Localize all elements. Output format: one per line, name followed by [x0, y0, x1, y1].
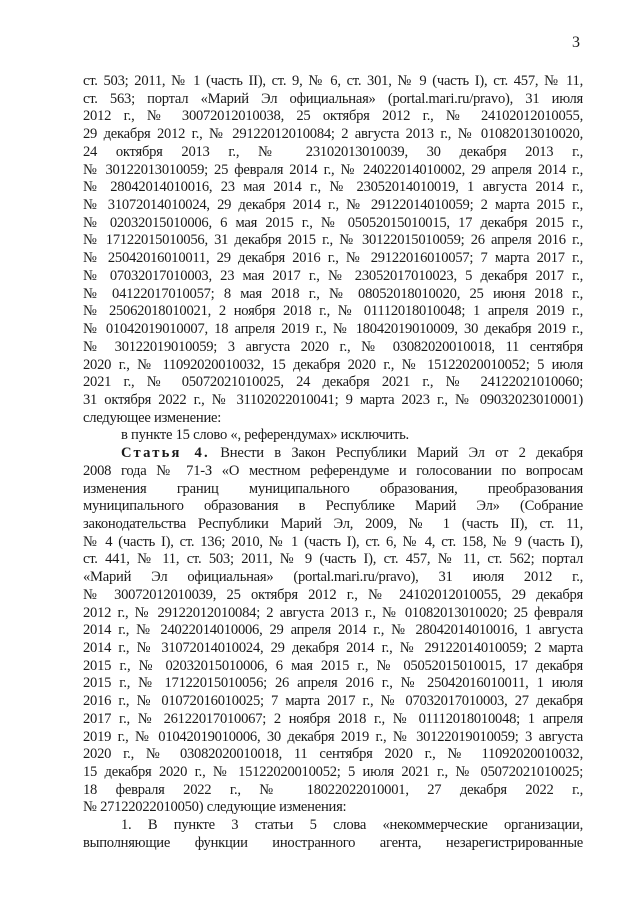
text-line: изменения границ муниципального образования, преобразования	[83, 480, 583, 497]
text-line: 18 февраля 2022 г., № 18022022010001, 27 декабря 2022 г.,	[83, 781, 583, 798]
text-line: 2017 г., № 26122017010067; 2 ноября 2018 г., № 01112018010048; 1 апреля	[83, 710, 583, 727]
previous-article-continuation	[83, 73, 583, 427]
text-line: «Марий Эл официальная» (portal.mari.ru/pravo), 31 июля 2012 г.,	[83, 569, 583, 586]
text-line: № 27122022010050) следующие изменения:	[83, 799, 347, 816]
text-line: 2008 года № 71-З «О местном референдуме и голосовании по вопросам	[83, 462, 583, 479]
text-line: 24 октября 2013 г., № 23102013010039, 30 декабря 2013 г.,	[83, 143, 583, 160]
text-line: 31 октября 2022 г., № 31102022010041; 9 марта 2023 г., № 09032023010001)	[83, 391, 583, 408]
text-line: 2012 г., № 30072012010038, 25 октября 2012 г., № 24102012010055,	[83, 108, 583, 125]
text-line: 29 декабря 2012 г., № 29122012010084; 2 августа 2013 г., № 01082013010020,	[83, 126, 583, 143]
text-line: № 17122015010056, 31 декабря 2015 г., № 30122015010059; 26 апреля 2016 г.,	[83, 232, 583, 249]
text-line: выполняющие функции иностранного агента, незарегистрированные	[83, 834, 583, 851]
text-line: 2014 г., № 31072014010024, 29 декабря 2014 г., № 29122014010059; 2 марта	[83, 640, 583, 656]
text-line: № 28042014010016, 23 мая 2014 г., № 23052014010019, 1 августа 2014 г.,	[83, 179, 583, 196]
text-line: № 07032017010003, 23 мая 2017 г., № 23052017010023, 5 декабря 2017 г.,	[83, 267, 583, 284]
text-line: № 30122019010059; 3 августа 2020 г., № 03082020010018, 11 сентября	[83, 338, 583, 355]
article-4	[83, 445, 583, 817]
text-line: № 25042016010011, 29 декабря 2016 г., № 29122016010057; 7 марта 2017 г.,	[83, 250, 583, 267]
amendment-instruction: в пункте 15 слово «, референдумах» исключить.	[121, 427, 409, 444]
text-line: № 25062018010021, 2 ноября 2018 г., № 01112018010048; 1 апреля 2019 г.,	[83, 303, 583, 320]
text-line: ст. 441, № 11, ст. 503; 2011, № 9 (часть I), ст. 457, № 11, ст. 562; портал	[83, 551, 583, 568]
amendment-point-1: 1. В пункте 3 статьи 5 слова «некоммерческие организации,	[121, 817, 583, 834]
text-line: 2016 г., № 01072016010025; 7 марта 2017 г., № 07032017010003, 27 декабря	[83, 693, 583, 710]
text-line: законодательства Республики Марий Эл, 2009, № 1 (часть II), ст. 11,	[83, 515, 583, 532]
text-line: 2020 г., № 03082020010018, 11 сентября 2020 г., № 11092020010032,	[83, 746, 583, 763]
text-line: муниципального образования в Республике Марий Эл» (Собрание	[83, 498, 583, 515]
text-line: ст. 503; 2011, № 1 (часть II), ст. 9, № 6, ст. 301, № 9 (часть I), ст. 457, № 11,	[83, 73, 583, 89]
article-4-first-line	[83, 445, 583, 463]
text-line: № 4 (часть I), ст. 136; 2010, № 1 (часть I), ст. 6, № 4, ст. 158, № 9 (часть I),	[83, 533, 583, 550]
text-line: 2019 г., № 01042019010006, 30 декабря 2019 г., № 30122019010059; 3 августа	[83, 728, 583, 745]
text-line: следующее изменение:	[83, 409, 222, 426]
text-line: 2012 г., № 29122012010084; 2 августа 2013 г., № 01082013010020; 25 февраля	[83, 604, 583, 621]
text-line: № 04122017010057; 8 мая 2018 г., № 08052018010020, 25 июня 2018 г.,	[83, 285, 583, 302]
text-line: 2015 г., № 17122015010056; 26 апреля 2016 г., № 25042016010011, 1 июля	[83, 675, 583, 692]
text-line: 2020 г., № 11092020010032, 15 декабря 2020 г., № 15122020010052; 5 июля	[83, 356, 583, 373]
text-line: № 30122013010059; 25 февраля 2014 г., № 24022014010002, 29 апреля 2014 г.,	[83, 161, 583, 178]
document-body	[83, 73, 583, 853]
text-line: № 01042019010007, 18 апреля 2019 г., № 18042019010009, 30 декабря 2019 г.,	[83, 321, 583, 338]
page-number: 3	[572, 34, 580, 51]
text-line: 2014 г., № 24022014010006, 29 апреля 2014 г., № 28042014010016, 1 августа	[83, 622, 583, 639]
text-line: 2015 г., № 02032015010006, 6 мая 2015 г., № 05052015010015, 17 декабря	[83, 657, 583, 674]
text-line: № 31072014010024, 29 декабря 2014 г., № 29122014010059; 2 марта 2015 г.,	[83, 197, 583, 214]
text-line: 15 декабря 2020 г., № 15122020010052; 5 июля 2021 г., № 05072021010025;	[83, 764, 583, 781]
text-line: 2021 г., № 05072021010025, 24 декабря 2021 г., № 24122021010060;	[83, 374, 583, 391]
text-line: № 02032015010006, 6 мая 2015 г., № 05052015010015, 17 декабря 2015 г.,	[83, 214, 583, 231]
article-intro-text: Внести в Закон Республики Марий Эл от 2 декабря	[209, 445, 583, 462]
text-line: № 30072012010039, 25 октября 2012 г., № 24102012010055, 29 декабря	[83, 586, 583, 603]
article-heading: Статья 4.	[121, 445, 210, 462]
text-line: ст. 563; портал «Марий Эл официальная» (portal.mari.ru/pravo), 31 июля	[83, 90, 583, 107]
